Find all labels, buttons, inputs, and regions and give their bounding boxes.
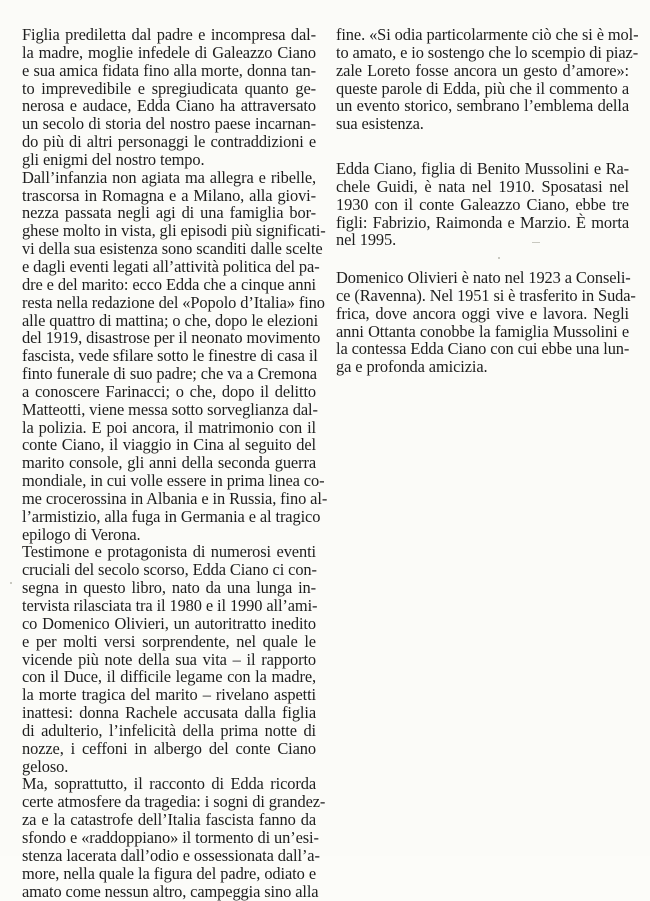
text-line: chele Guidi, è nata nel 1910. Sposatasi nel — [336, 176, 629, 196]
text-line: geloso. — [22, 756, 69, 776]
text-line: amato come nessun altro, campeggia sino alla — [22, 881, 319, 901]
text-line: finto funerale di suo padre; che va a Cremona — [22, 364, 317, 384]
text-line: 1930 con il conte Galeazzo Ciano, ebbe tre — [336, 194, 629, 214]
text-line: Figlia prediletta dal padre e incompresa dal- — [22, 25, 316, 44]
scan-speck — [498, 257, 500, 259]
text-line: e per molti versi sorprendente, nel quale le — [22, 631, 316, 651]
text-line: nozze, i ceffoni in albergo del conte Ciano — [22, 738, 316, 758]
text-line: certe atmosfere da tragedia: i sogni di grandez- — [22, 792, 326, 812]
text-line: queste parole di Edda, più che il commento a — [336, 78, 629, 98]
synopsis-column-right — [336, 25, 639, 134]
text-line: Ma, soprattutto, il racconto di Edda ricorda — [22, 774, 316, 794]
text-line: Testimone e protagonista di numerosi eventi — [22, 542, 316, 562]
text-line: ce (Ravenna). Nel 1951 si è trasferito in Suda- — [336, 285, 636, 305]
text-line: stenza lacerata dall’odio e ossessionata dall’a- — [22, 845, 320, 865]
text-line: e dagli eventi legati all’attività politica del pa- — [22, 256, 320, 276]
text-line: con il Duce, il difficile legame con la madre, — [22, 667, 316, 687]
text-line: la madre, moglie infedele di Galeazzo Ciano — [22, 42, 316, 62]
text-line: co Domenico Olivieri, un autoritratto inedito — [22, 613, 316, 633]
text-line: resta nella redazione del «Popolo d’Italia» fino — [22, 292, 325, 312]
text-line: me crocerossina in Albania e in Russia, fino al- — [22, 488, 328, 508]
text-line: vicende più note della sua vita – il rapporto — [22, 649, 316, 669]
text-line: mondiale, in cui volle essere in prima linea co- — [22, 471, 325, 491]
text-line: cruciali del secolo scorso, Edda Ciano ci con- — [22, 560, 317, 580]
text-line: tervista rilasciata tra il 1980 e il 1990 all’ami- — [22, 596, 318, 615]
text-line: more, nella quale la figura del padre, odiato e — [22, 863, 316, 883]
scan-speck — [10, 582, 12, 584]
text-line: dre e del marito: ecco Edda che a cinque anni — [22, 274, 316, 294]
text-line: fine. «Si odia particolarmente ciò che si è mol- — [336, 25, 639, 44]
text-line: del 1919, disastrose per il neonato movimento — [22, 328, 321, 348]
text-line: vi della sua esistenza sono scanditi dalle scelte — [22, 239, 323, 259]
text-line: un secolo di storia del nostro paese incarnan- — [22, 114, 316, 134]
text-line: nerosa e audace, Edda Ciano ha attraversato — [22, 96, 316, 116]
text-line: to amato, e io sostengo che lo scempio di piaz- — [336, 42, 639, 62]
text-line: zale Loreto fosse ancora un gesto d’amore»: — [336, 60, 629, 80]
text-line: sfondo e «raddoppiano» il tormento di un’esi- — [22, 827, 319, 847]
text-line: Edda Ciano, figlia di Benito Mussolini e Ra- — [336, 159, 629, 178]
text-line: ghese molto in vista, gli episodi più significati- — [22, 221, 326, 241]
text-line: za e la catastrofe dell’Italia fascista fanno da — [22, 810, 316, 830]
text-line: la morte tragica del marito – rivelano aspetti — [22, 685, 316, 705]
text-line: Matteotti, viene messa sotto sorveglianza dal- — [22, 399, 318, 419]
text-line: conte Ciano, il viaggio in Cina al seguito del — [22, 435, 316, 455]
text-line: a conoscere Farinacci; o che, dopo il delitto — [22, 381, 316, 401]
text-line: do più di altri personaggi le contraddizioni e — [22, 132, 316, 152]
text-line: nel 1995. — [336, 230, 397, 250]
text-line: marito console, gli anni della seconda guerra — [22, 453, 316, 473]
text-line: Domenico Olivieri è nato nel 1923 a Conseli- — [336, 268, 631, 287]
text-line: gli enigmi del nostro tempo. — [22, 149, 205, 169]
text-line: la contessa Edda Ciano con cui ebbe una lun- — [336, 339, 630, 359]
text-line: fascista, vede sfilare sotto le finestre di casa il — [22, 346, 318, 366]
text-line: anni Ottanta conobbe la famiglia Mussolini e — [336, 321, 629, 341]
synopsis-column-left — [22, 25, 328, 901]
text-line: frica, dove ancora oggi vive e lavora. Negli — [336, 303, 629, 323]
text-line: nezza passata negli agi di una famiglia bor- — [22, 203, 316, 223]
scan-speck — [532, 242, 540, 243]
text-line: sua esistenza. — [336, 114, 424, 134]
text-line: epilogo di Verona. — [22, 524, 141, 544]
text-line: un evento storico, sembrano l’emblema della — [336, 96, 629, 116]
text-line: to imprevedibile e spregiudicata quanto ge- — [22, 78, 316, 98]
author-bio-domenico-olivieri — [336, 268, 636, 377]
text-line: figli: Fabrizio, Raimonda e Marzio. È morta — [336, 212, 629, 232]
text-line: ga e profonda amicizia. — [336, 357, 488, 377]
text-line: di adulterio, l’infelicità della prima notte di — [22, 720, 316, 740]
text-line: trascorsa in Romagna e a Milano, alla giovi- — [22, 185, 316, 205]
author-bio-edda-ciano — [336, 160, 629, 249]
text-line: e sua amica fidata fino alla morte, donna tan- — [22, 60, 316, 80]
text-line: alle quattro di mattina; o che, dopo le elezioni — [22, 310, 319, 330]
text-line: l’armistizio, alla fuga in Germania e al tragico — [22, 506, 321, 526]
text-line: segna in questo libro, nato da una lunga in- — [22, 578, 316, 598]
text-line: Dall’infanzia non agiata ma allegra e ribelle, — [22, 167, 316, 187]
text-line: la polizia. E poi ancora, il matrimonio con il — [22, 417, 316, 437]
text-line: inattesi: donna Rachele accusata dalla figlia — [22, 703, 316, 723]
